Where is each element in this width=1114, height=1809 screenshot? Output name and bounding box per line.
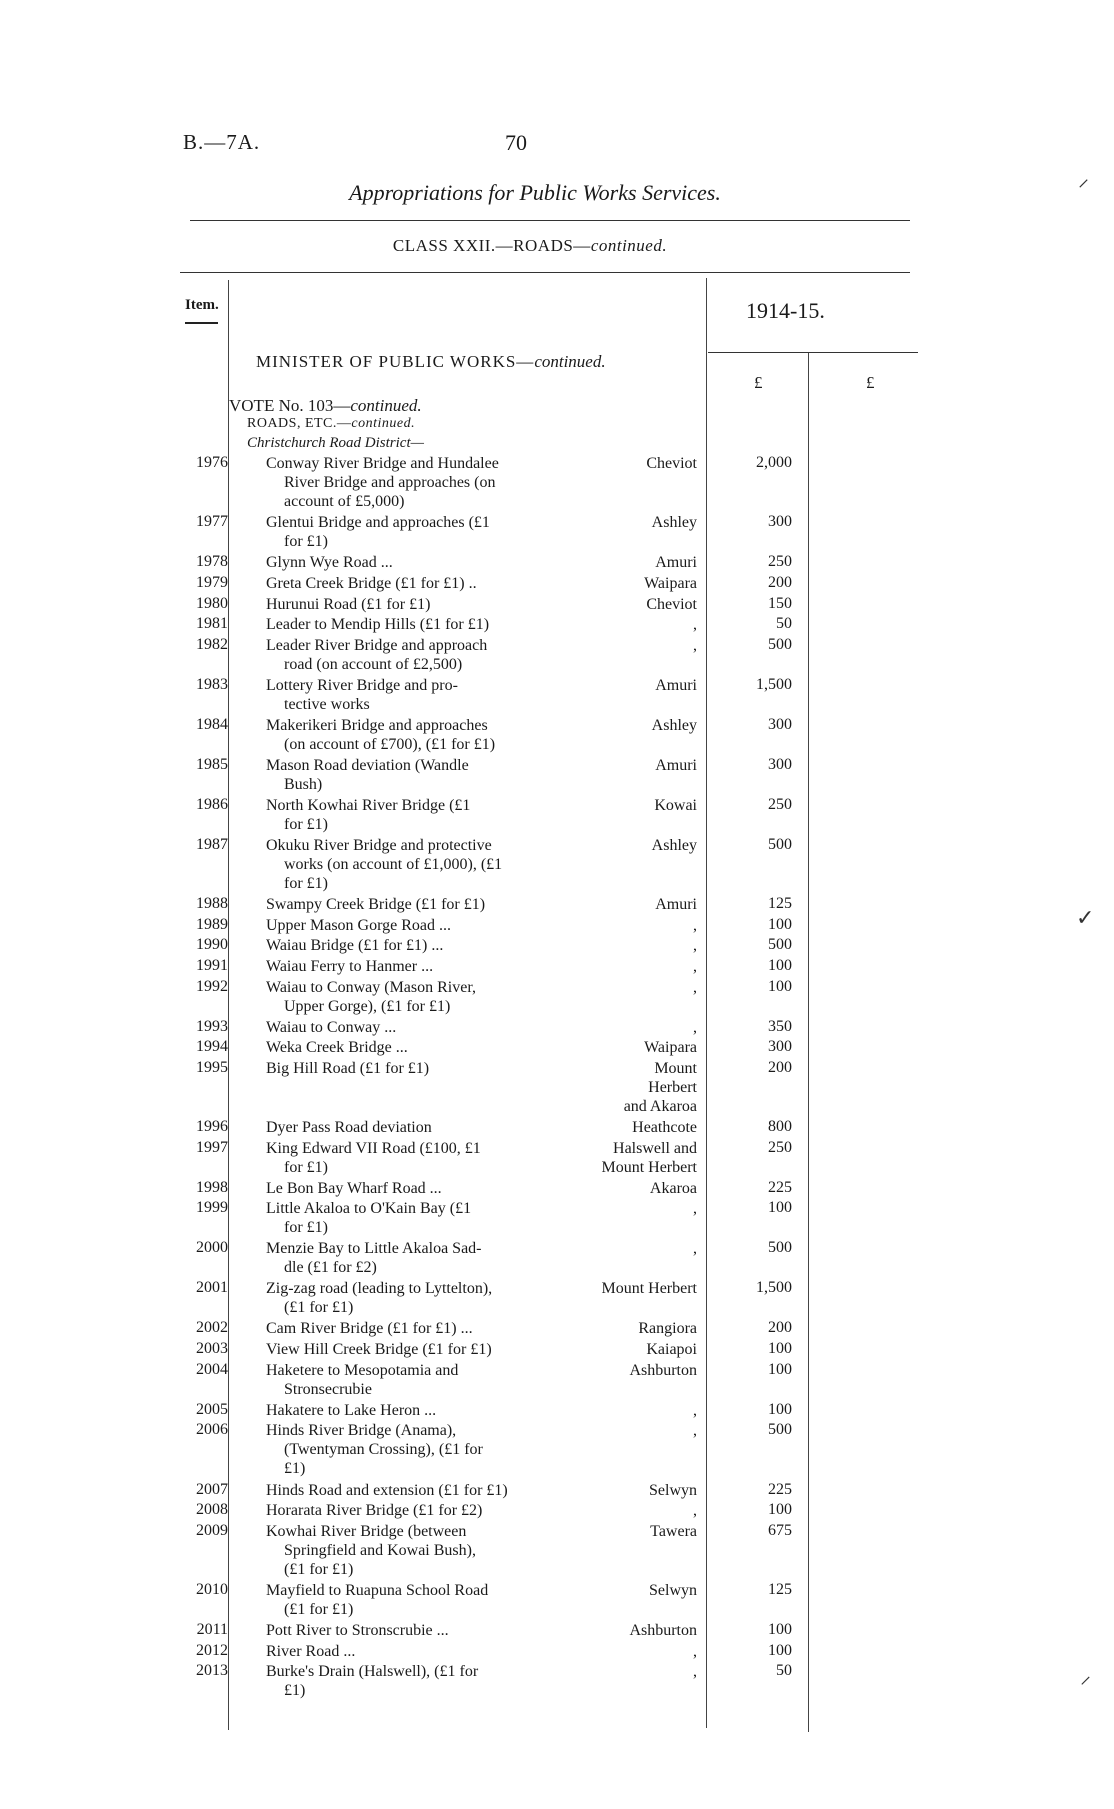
item-number: 1988	[196, 895, 228, 913]
item-description	[266, 1662, 571, 1700]
description-line: Mayfield to Ruapuna School Road	[266, 1582, 489, 1600]
description-line: River Road ...	[266, 1642, 356, 1660]
item-description	[266, 1501, 571, 1520]
description-line: Waiau to Conway (Mason River,	[266, 978, 477, 996]
district-line: Ashley	[651, 716, 697, 734]
district-line: ,	[693, 1642, 697, 1660]
description-line: Weka Creek Bridge ...	[266, 1039, 408, 1057]
district-line: Tawera	[650, 1522, 697, 1540]
electoral-district	[570, 957, 697, 976]
item-number: 2013	[196, 1662, 228, 1680]
electoral-district	[570, 1059, 697, 1116]
district-line: ,	[693, 1200, 697, 1218]
amount: 2,000	[756, 454, 792, 471]
description-line: North Kowhai River Bridge (£1	[266, 796, 471, 814]
amount: 100	[768, 1400, 792, 1418]
description-line: Conway River Bridge and Hundalee	[266, 455, 499, 472]
amount: 300	[768, 513, 792, 531]
item-description	[266, 1361, 571, 1399]
pound-header-2: £	[866, 373, 875, 392]
electoral-district	[570, 513, 697, 532]
district-line: ,	[693, 978, 697, 996]
page-number: 70	[505, 130, 527, 155]
description-line: Big Hill Road (£1 for £1)	[266, 1059, 430, 1077]
item-number: 2012	[196, 1641, 228, 1659]
description-line: Hurunui Road (£1 for £1)	[266, 595, 431, 613]
electoral-district	[570, 1401, 697, 1420]
amount: 500	[768, 635, 792, 653]
item-number: 2001	[196, 1279, 228, 1297]
item-description	[266, 957, 571, 976]
item-number: 2008	[196, 1501, 228, 1519]
document-reference: B.—7A.	[183, 130, 261, 154]
description-line: road (on account of £2,500)	[284, 655, 463, 673]
class-heading-continued: continued.	[590, 236, 668, 255]
class-heading	[0, 236, 1060, 256]
vote-heading-continued: continued.	[350, 396, 422, 415]
amount: 100	[768, 1621, 792, 1639]
pound-header-1: £	[754, 373, 763, 392]
amount: 300	[768, 715, 792, 733]
year-rule	[708, 352, 918, 353]
item-description	[266, 1118, 571, 1137]
district-line: ,	[693, 1018, 697, 1036]
district-line: ,	[693, 916, 697, 934]
amount: 500	[768, 1239, 792, 1257]
item-column-header: Item.	[185, 297, 219, 313]
district-line: Amuri	[655, 896, 697, 914]
description-line: for £1)	[284, 815, 328, 833]
amount-column-divider	[808, 352, 809, 1732]
description-line: (Twentyman Crossing), (£1 for	[284, 1441, 483, 1459]
vote-heading-main: VOTE No. 103—	[229, 396, 351, 415]
description-line: River Bridge and approaches (on	[284, 474, 496, 491]
item-number: 1990	[196, 936, 228, 954]
district-line: Amuri	[655, 676, 697, 694]
electoral-district	[570, 595, 697, 614]
item-description	[266, 1038, 571, 1057]
item-description	[266, 756, 571, 794]
district-line: Waipara	[644, 575, 697, 592]
item-description	[266, 1481, 571, 1500]
item-description	[266, 1340, 571, 1359]
district-line: Ashley	[651, 514, 697, 532]
description-line: Le Bon Bay Wharf Road ...	[266, 1179, 442, 1197]
description-line: Pott River to Stronscrubie ...	[266, 1622, 449, 1640]
district-line: Mount Herbert	[601, 1280, 697, 1298]
description-line: Hinds Road and extension (£1 for £1)	[266, 1481, 508, 1499]
item-description	[266, 1239, 571, 1277]
description-line: Swampy Creek Bridge (£1 for £1)	[266, 896, 486, 914]
description-line: Kowhai River Bridge (between	[266, 1522, 467, 1540]
item-number: 2010	[196, 1581, 228, 1599]
minister-heading	[256, 352, 606, 372]
description-line: Cam River Bridge (£1 for £1) ...	[266, 1320, 473, 1338]
description-line: Makerikeri Bridge and approaches	[266, 716, 488, 734]
description-line: Menzie Bay to Little Akaloa Sad-	[266, 1240, 482, 1258]
amount: 500	[768, 936, 792, 954]
amount: 800	[768, 1118, 792, 1136]
description-line: King Edward VII Road (£100, £1	[266, 1139, 481, 1157]
electoral-district	[570, 978, 697, 997]
minister-heading-continued: continued.	[534, 352, 606, 371]
electoral-district	[570, 1501, 697, 1520]
district-line: ,	[693, 636, 697, 654]
item-description	[266, 513, 571, 551]
item-number: 1977	[196, 513, 228, 531]
electoral-district	[570, 636, 697, 655]
description-line: Springfield and Kowai Bush),	[284, 1541, 476, 1559]
electoral-district	[570, 1038, 697, 1057]
electoral-district	[570, 836, 697, 855]
item-description	[266, 1179, 571, 1198]
description-line: Greta Creek Bridge (£1 for £1) ..	[266, 575, 477, 592]
item-description	[266, 1642, 571, 1661]
item-number: 2009	[196, 1521, 228, 1539]
electoral-district	[570, 936, 697, 955]
minister-heading-main: MINISTER OF PUBLIC WORKS—	[256, 352, 535, 371]
item-number: 2000	[196, 1239, 228, 1257]
district-line: ,	[693, 958, 697, 975]
district-line: Ashley	[651, 836, 697, 854]
item-number: 1994	[196, 1038, 228, 1056]
description-line: £1)	[284, 1460, 306, 1478]
electoral-district	[570, 1179, 697, 1198]
item-number: 2003	[196, 1340, 228, 1357]
district-line: ,	[693, 1422, 697, 1440]
amount: 500	[768, 835, 792, 853]
description-line: dle (£1 for £2)	[284, 1259, 377, 1277]
item-description	[266, 1018, 571, 1037]
item-description	[266, 1621, 571, 1640]
vote-heading	[229, 396, 422, 416]
amount: 300	[768, 1038, 792, 1056]
table-top-rule	[180, 272, 910, 273]
description-line: works (on account of £1,000), (£1	[284, 855, 503, 873]
item-number: 1979	[196, 574, 228, 591]
amount: 200	[768, 574, 792, 591]
electoral-district	[570, 1481, 697, 1500]
description-line: Horarata River Bridge (£1 for £2)	[266, 1502, 483, 1520]
electoral-district	[570, 676, 697, 695]
electoral-district	[570, 1421, 697, 1440]
electoral-district	[570, 1662, 697, 1681]
district-line: Ashburton	[629, 1361, 697, 1379]
item-number: 1978	[196, 553, 228, 571]
electoral-district	[570, 1118, 697, 1137]
item-number: 1998	[196, 1178, 228, 1196]
description-line: (on account of £700), (£1 for £1)	[284, 735, 496, 753]
electoral-district	[570, 1340, 697, 1359]
description-line: (£1 for £1)	[284, 1299, 354, 1317]
district-line: and Akaroa	[623, 1097, 697, 1115]
electoral-district	[570, 916, 697, 935]
margin-mark: ⸍	[1078, 175, 1090, 200]
amount: 150	[768, 594, 792, 612]
amount: 125	[768, 895, 792, 913]
electoral-district	[570, 1199, 697, 1218]
item-description	[266, 1139, 571, 1177]
item-description	[266, 636, 571, 674]
electoral-district	[570, 716, 697, 735]
district-line: Cheviot	[646, 595, 697, 613]
district-line: ,	[693, 1401, 697, 1419]
item-number: 1987	[196, 835, 228, 853]
item-number: 1976	[196, 454, 228, 471]
amount: 250	[768, 1138, 792, 1156]
item-description	[266, 1059, 571, 1078]
description-line: for £1)	[284, 1219, 328, 1237]
item-description	[266, 936, 571, 955]
district-line: ,	[693, 616, 697, 634]
electoral-district	[570, 796, 697, 815]
electoral-district	[570, 615, 697, 634]
item-number: 2002	[196, 1319, 228, 1337]
district-line: Mount	[654, 1059, 697, 1077]
roads-heading-main: ROADS, ETC.—	[247, 416, 352, 431]
electoral-district	[570, 1279, 697, 1298]
item-description	[266, 595, 571, 614]
item-number: 1999	[196, 1199, 228, 1217]
page-title: Appropriations for Public Works Services.	[349, 180, 721, 205]
district-line: Selwyn	[649, 1481, 697, 1499]
description-line: account of £5,000)	[284, 493, 405, 510]
year-column-header: 1914-15.	[746, 298, 825, 323]
item-number: 1992	[196, 977, 228, 995]
item-description	[266, 615, 571, 634]
description-line: Okuku River Bridge and protective	[266, 836, 492, 854]
item-header-underline	[185, 322, 218, 324]
amount: 250	[768, 795, 792, 813]
description-line: Dyer Pass Road deviation	[266, 1119, 432, 1137]
item-description	[266, 916, 571, 935]
item-number: 1996	[196, 1118, 228, 1136]
description-line: Hinds River Bridge (Anama),	[266, 1422, 457, 1440]
item-description	[266, 574, 571, 593]
district-column-divider	[706, 278, 707, 1728]
description-line: Leader River Bridge and approach	[266, 636, 488, 654]
amount: 350	[768, 1017, 792, 1035]
description-line: Waiau Ferry to Hanmer ...	[266, 958, 434, 975]
electoral-district	[570, 553, 697, 572]
electoral-district	[570, 1581, 697, 1600]
amount: 225	[768, 1178, 792, 1196]
amount: 100	[768, 1641, 792, 1659]
description-line: Leader to Mendip Hills (£1 for £1)	[266, 616, 490, 634]
amount: 200	[768, 1058, 792, 1076]
item-number: 2011	[196, 1621, 228, 1639]
amount: 100	[768, 1340, 792, 1357]
item-number: 1984	[196, 715, 228, 733]
description-line: Upper Mason Gorge Road ...	[266, 916, 452, 934]
description-line: tective works	[284, 695, 370, 713]
item-number: 2006	[196, 1421, 228, 1439]
electoral-district	[570, 574, 697, 593]
item-number: 1991	[196, 957, 228, 974]
item-number: 1997	[196, 1138, 228, 1156]
description-line: Lottery River Bridge and pro-	[266, 676, 458, 694]
item-description	[266, 1401, 571, 1420]
item-number: 2007	[196, 1480, 228, 1498]
amount: 100	[768, 1501, 792, 1519]
district-line: ,	[693, 937, 697, 955]
description-line: View Hill Creek Bridge (£1 for £1)	[266, 1341, 492, 1358]
description-line: Waiau to Conway ...	[266, 1018, 397, 1036]
amount: 200	[768, 1319, 792, 1337]
description-line: (£1 for £1)	[284, 1601, 354, 1619]
electoral-district	[570, 756, 697, 775]
district-heading: Christchurch Road District—	[247, 435, 424, 451]
description-line: Burke's Drain (Halswell), (£1 for	[266, 1663, 479, 1681]
description-line: Upper Gorge), (£1 for £1)	[284, 997, 451, 1015]
item-description	[266, 1581, 571, 1619]
roads-heading	[247, 416, 415, 432]
district-line: Cheviot	[646, 455, 697, 472]
amount: 300	[768, 755, 792, 773]
item-number: 2005	[196, 1400, 228, 1418]
title-rule	[190, 220, 910, 221]
district-line: Rangiora	[638, 1320, 697, 1338]
district-line: ,	[693, 1663, 697, 1681]
district-line: Amuri	[655, 554, 697, 572]
item-number: 1982	[196, 635, 228, 653]
amount: 500	[768, 1421, 792, 1439]
class-heading-main: CLASS XXII.—ROADS—	[392, 236, 591, 255]
description-line: Hakatere to Lake Heron ...	[266, 1401, 437, 1419]
description-line: Glynn Wye Road ...	[266, 554, 393, 572]
amount: 50	[776, 1662, 792, 1680]
item-description	[266, 1199, 571, 1237]
amount: 100	[768, 977, 792, 995]
item-description	[266, 716, 571, 754]
electoral-district	[570, 1621, 697, 1640]
electoral-district	[570, 1642, 697, 1661]
margin-tick-mark: ✓	[1076, 905, 1095, 930]
description-line: Glentui Bridge and approaches (£1	[266, 514, 490, 532]
item-number: 1983	[196, 675, 228, 693]
district-line: Ashburton	[629, 1622, 697, 1640]
item-number: 1980	[196, 594, 228, 612]
district-line: ,	[693, 1240, 697, 1258]
electoral-district	[570, 1361, 697, 1380]
electoral-district	[570, 1139, 697, 1177]
item-description	[266, 836, 571, 893]
district-line: Selwyn	[649, 1582, 697, 1600]
district-line: Waipara	[644, 1039, 697, 1057]
amount: 675	[768, 1521, 792, 1539]
item-description	[266, 676, 571, 714]
item-number: 1993	[196, 1017, 228, 1035]
description-line: Bush)	[284, 775, 323, 793]
item-description	[266, 553, 571, 572]
description-line: for £1)	[284, 874, 328, 892]
item-number: 1986	[196, 795, 228, 813]
district-line: Kowai	[654, 796, 697, 814]
item-number: 1981	[196, 615, 228, 633]
amount: 100	[768, 915, 792, 933]
amount: 1,500	[756, 1279, 792, 1297]
district-line: Mount Herbert	[601, 1158, 697, 1176]
amount: 250	[768, 553, 792, 571]
district-line: Kaiapoi	[646, 1341, 697, 1358]
district-line: Heathcote	[632, 1119, 697, 1137]
description-line: for £1)	[284, 1158, 328, 1176]
amount: 50	[776, 615, 792, 633]
item-description	[266, 895, 571, 914]
item-number: 1989	[196, 915, 228, 933]
electoral-district	[570, 1522, 697, 1541]
description-line: (£1 for £1)	[284, 1560, 354, 1578]
electoral-district	[570, 454, 697, 473]
item-description	[266, 1319, 571, 1338]
item-description	[266, 454, 571, 511]
description-line: Waiau Bridge (£1 for £1) ...	[266, 937, 444, 955]
description-line: Stronsecrubie	[284, 1380, 372, 1398]
district-line: Halswell and	[613, 1139, 697, 1157]
description-line: Little Akaloa to O'Kain Bay (£1	[266, 1200, 472, 1218]
district-line: ,	[693, 1502, 697, 1520]
item-number: 1995	[196, 1058, 228, 1076]
amount: 125	[768, 1581, 792, 1599]
description-line: £1)	[284, 1682, 306, 1700]
amount: 1,500	[756, 675, 792, 693]
item-description	[266, 1421, 571, 1478]
item-description	[266, 796, 571, 834]
item-column-divider	[228, 280, 229, 1730]
electoral-district	[570, 1319, 697, 1338]
margin-scribble-mark: ⸝	[1080, 1663, 1092, 1688]
amount: 100	[768, 957, 792, 974]
description-line: Haketere to Mesopotamia and	[266, 1361, 459, 1379]
amount: 100	[768, 1199, 792, 1217]
electoral-district	[570, 895, 697, 914]
district-line: Amuri	[655, 756, 697, 774]
amount: 100	[768, 1360, 792, 1378]
district-line: Herbert	[648, 1078, 697, 1096]
description-line: Mason Road deviation (Wandle	[266, 756, 469, 774]
item-number: 2004	[196, 1360, 228, 1378]
amount: 225	[768, 1480, 792, 1498]
roads-heading-continued: continued.	[351, 416, 416, 431]
electoral-district	[570, 1239, 697, 1258]
electoral-district	[570, 1018, 697, 1037]
description-line: Zig-zag road (leading to Lyttelton),	[266, 1280, 493, 1298]
item-number: 1985	[196, 755, 228, 773]
item-description	[266, 978, 571, 1016]
description-line: for £1)	[284, 533, 328, 551]
district-line: Akaroa	[649, 1179, 697, 1197]
item-description	[266, 1522, 571, 1579]
item-description	[266, 1279, 571, 1317]
